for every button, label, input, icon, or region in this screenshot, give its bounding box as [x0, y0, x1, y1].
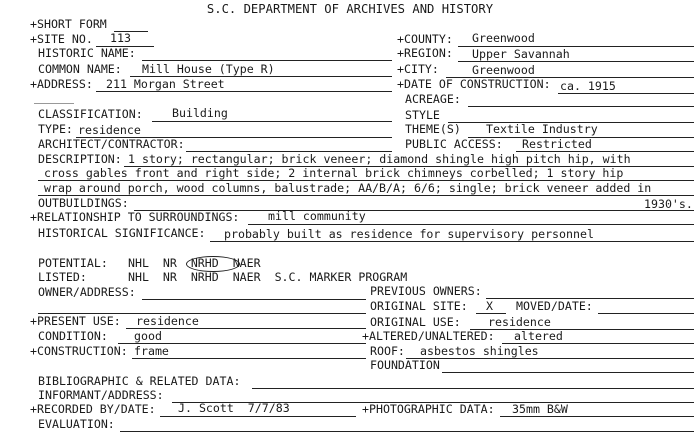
construction-value: frame — [134, 344, 169, 358]
themes-label: THEME(S) — [405, 122, 461, 136]
moved-date-line — [598, 313, 694, 314]
original-use-value: residence — [488, 315, 551, 329]
description-rule-3 — [38, 195, 694, 196]
themes-value: Textile Industry — [486, 122, 598, 136]
altered-value: altered — [514, 329, 563, 343]
historic-name-line — [142, 60, 392, 61]
original-use-label: ORIGINAL USE: — [370, 315, 461, 329]
recorded-by-line — [160, 416, 356, 417]
region-value: Upper Savannah — [472, 47, 570, 61]
listed-options: NHL NR NRHD NAER S.C. MARKER PROGRAM — [128, 270, 408, 284]
present-use-line — [126, 328, 366, 329]
historic-name-label: HISTORIC NAME: — [38, 46, 136, 60]
bibliographic-line — [252, 388, 694, 389]
description-label: DESCRIPTION: — [38, 152, 122, 166]
original-site-line — [476, 313, 506, 314]
date-of-construction-line — [558, 93, 694, 94]
owner-address-line — [142, 299, 366, 300]
construction-label: +CONSTRUCTION: — [30, 344, 128, 358]
altered-label: +ALTERED/UNALTERED: — [362, 329, 495, 343]
description-line-3: wrap around porch, wood columns, balustrade; AA/B/A; 6/6; single; brick veneer added in — [44, 181, 652, 195]
address-label: +ADDRESS: — [30, 77, 93, 91]
form-title: S.C. DEPARTMENT OF ARCHIVES AND HISTORY — [206, 2, 494, 16]
faint-mark — [34, 103, 74, 104]
date-of-construction-label: +DATE OF CONSTRUCTION: — [397, 77, 551, 91]
site-number-label: +SITE NO. — [30, 32, 93, 46]
condition-value: good — [134, 329, 162, 343]
recorded-by-label: +RECORDED BY/DATE: — [30, 402, 156, 416]
relationship-label: +RELATIONSHIP TO SURROUNDINGS: — [30, 210, 240, 224]
date-of-construction-value: ca. 1915 — [560, 79, 616, 93]
address-value: 211 Morgan Street — [106, 77, 225, 91]
potential-label: POTENTIAL: — [38, 256, 108, 270]
original-use-line — [470, 329, 694, 330]
photographic-data-line — [500, 416, 694, 417]
short-form-label: +SHORT FORM — [30, 17, 107, 31]
relationship-value: mill community — [268, 209, 366, 223]
classification-value: Building — [172, 106, 228, 120]
public-access-value: Restricted — [522, 137, 592, 151]
classification-label: CLASSIFICATION: — [38, 107, 143, 121]
bibliographic-label: BIBLIOGRAPHIC & RELATED DATA: — [38, 374, 241, 388]
city-value: Greenwood — [472, 63, 535, 77]
original-site-value: X — [486, 299, 493, 313]
public-access-label: PUBLIC ACCESS: — [405, 137, 503, 151]
potential-options: NHL NR NRHD NAER — [128, 256, 261, 270]
description-line-4: 1930's. — [644, 197, 693, 211]
roof-value: asbestos shingles — [420, 344, 539, 358]
roof-label: ROOF: — [370, 344, 405, 358]
foundation-label: FOUNDATION — [370, 358, 440, 372]
evaluation-label: EVALUATION: — [38, 417, 115, 431]
original-site-label: ORIGINAL SITE: — [370, 299, 468, 313]
region-line — [458, 61, 694, 62]
address-line — [96, 91, 392, 92]
city-label: +CITY: — [397, 62, 439, 76]
recorded-by-value: J. Scott 7/7/83 — [178, 401, 290, 415]
style-label: STYLE — [405, 108, 440, 122]
listed-label: LISTED: — [38, 270, 87, 284]
owner-address-label: OWNER/ADDRESS: — [38, 285, 136, 299]
county-label: +COUNTY: — [397, 32, 453, 46]
informant-address-label: INFORMANT/ADDRESS: — [38, 388, 164, 402]
common-name-label: COMMON NAME: — [38, 62, 122, 76]
evaluation-line — [120, 431, 694, 432]
classification-line — [152, 121, 392, 122]
previous-owners-label: PREVIOUS OWNERS: — [370, 284, 482, 298]
photographic-data-label: +PHOTOGRAPHIC DATA: — [362, 402, 495, 416]
type-value: residence — [78, 123, 141, 137]
roof-line — [406, 358, 694, 359]
acreage-line — [468, 106, 694, 107]
site-number-value: 113 — [110, 31, 131, 45]
photographic-data-value: 35mm B&W — [512, 402, 568, 416]
significance-line — [210, 241, 694, 242]
foundation-line — [442, 372, 694, 373]
description-line-2: cross gables front and right side; 2 internal brick chimneys corbelled; 1 story hip — [44, 166, 624, 180]
relationship-line — [248, 224, 694, 225]
acreage-label: ACREAGE: — [405, 92, 461, 106]
significance-label: HISTORICAL SIGNIFICANCE: — [38, 226, 206, 240]
construction-line — [132, 358, 366, 359]
type-label: TYPE: — [38, 122, 73, 136]
common-name-value: Mill House (Type R) — [142, 62, 275, 76]
present-use-label: +PRESENT USE: — [30, 314, 121, 328]
present-use-value: residence — [136, 314, 199, 328]
architect-contractor-label: ARCHITECT/CONTRACTOR: — [38, 137, 185, 151]
condition-label: CONDITION: — [38, 329, 108, 343]
moved-date-label: MOVED/DATE: — [516, 299, 593, 313]
outbuildings-label: OUTBUILDINGS: — [38, 196, 129, 210]
county-value: Greenwood — [472, 31, 535, 45]
significance-value: probably built as residence for supervisory personnel — [224, 227, 594, 241]
region-label: +REGION: — [397, 46, 453, 60]
description-line-1: 1 story; rectangular; brick veneer; diamond shingle high pitch hip, with — [128, 152, 631, 166]
